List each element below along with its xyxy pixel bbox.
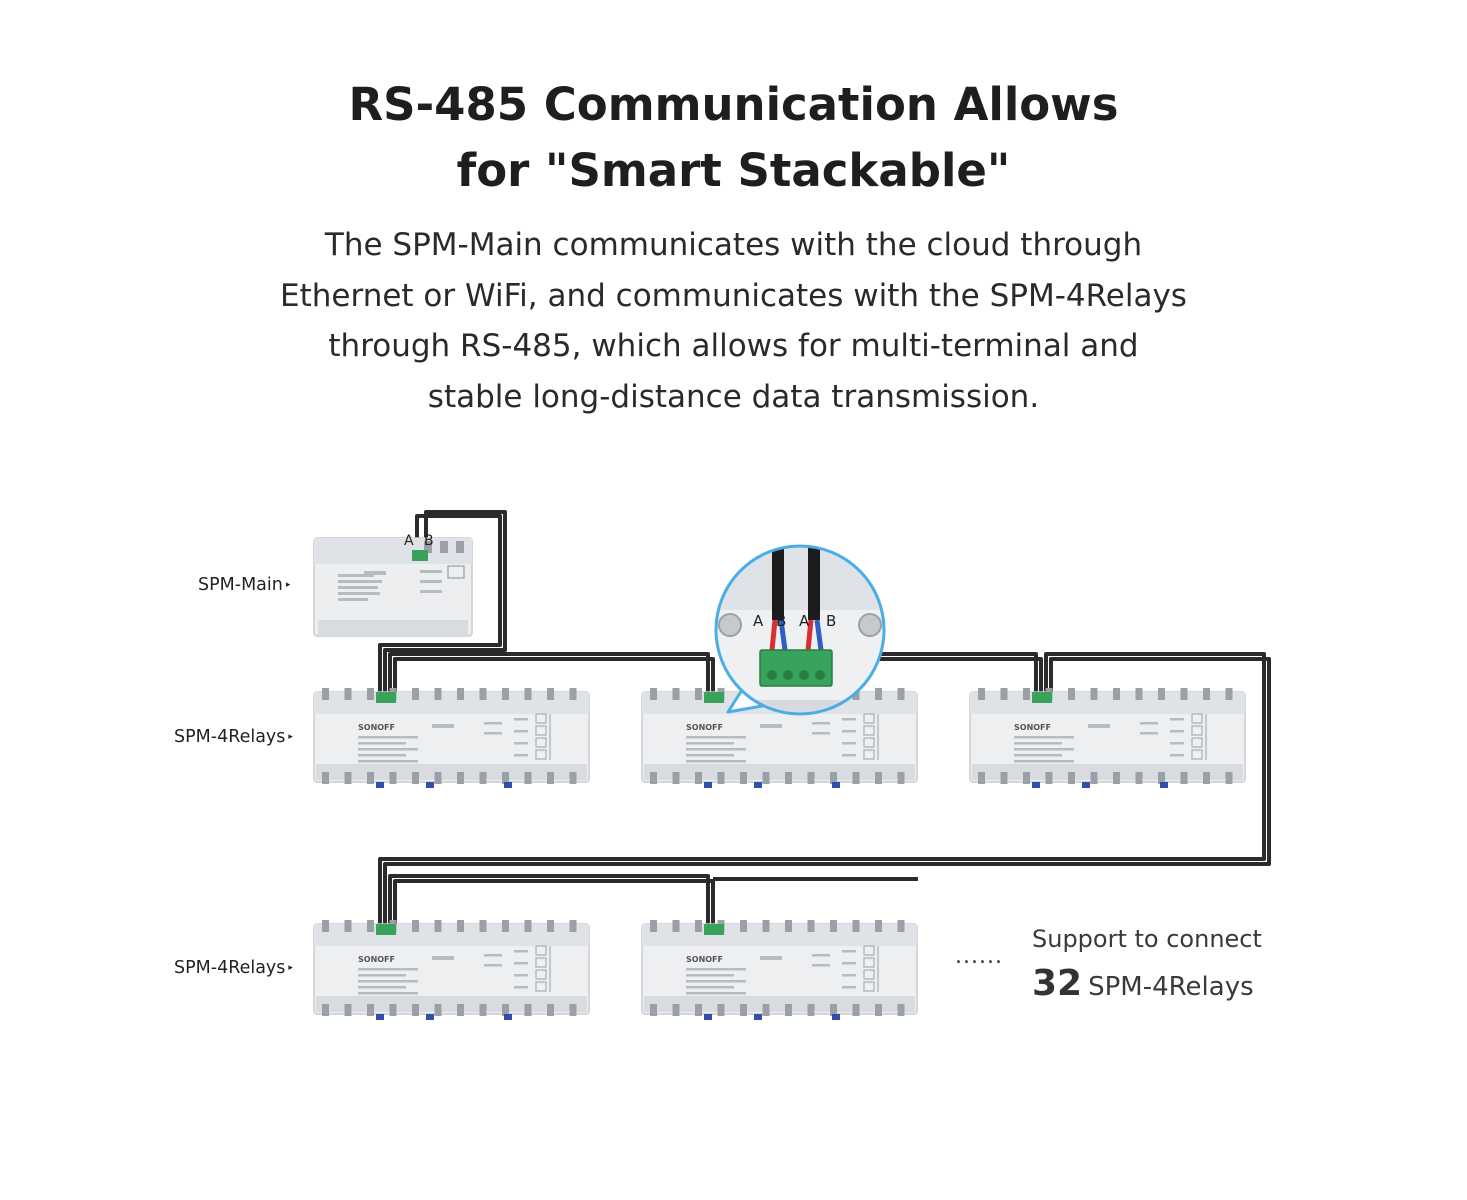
spm-main-device	[314, 538, 472, 636]
more-devices-ellipsis: ......	[955, 944, 1003, 969]
label-spm-main-text: SPM-Main	[198, 575, 283, 595]
zoom-terminal-b-label-1: B	[776, 612, 787, 630]
description-line-2: Ethernet or WiFi, and communicates with the SPM-4Relays	[280, 277, 1187, 314]
support-unit: SPM-4Relays	[1088, 972, 1254, 1002]
wire-relay-4-to-relay-5-b	[395, 881, 713, 926]
label-spm-4relays-row-2-text: SPM-4Relays	[174, 958, 286, 978]
label-arrow-icon: ▸	[288, 732, 293, 742]
wire-relay-2-to-relay-3-b	[868, 659, 1041, 694]
relay-module-3	[970, 688, 1245, 788]
page-title-line-1: RS-485 Communication Allows	[348, 78, 1119, 131]
brand-logo: SONOFF	[1014, 723, 1051, 732]
label-spm-4relays-row-1-text: SPM-4Relays	[174, 727, 286, 747]
description-line-4: stable long-distance data transmission.	[427, 378, 1040, 415]
support-count: 32	[1032, 963, 1083, 1004]
brand-logo: SONOFF	[686, 723, 723, 732]
relay-module-5	[642, 920, 917, 1020]
zoom-terminal-a-label-1: A	[753, 612, 764, 630]
brand-logo: SONOFF	[358, 723, 395, 732]
description-line-3: through RS-485, which allows for multi-terminal and	[328, 328, 1139, 364]
relay-module-1	[314, 688, 589, 788]
label-arrow-icon: ▸	[288, 963, 293, 973]
zoom-terminal-a-label-2: A	[799, 612, 810, 630]
brand-logo: SONOFF	[686, 955, 723, 964]
page-title-line-2: for "Smart Stackable"	[456, 144, 1011, 197]
wire-relay-4-to-relay-5-a	[390, 876, 708, 926]
main-terminal-b-label: B	[424, 533, 434, 549]
main-terminal-a-label: A	[404, 533, 414, 549]
brand-logo: SONOFF	[358, 955, 395, 964]
description-line-1: The SPM-Main communicates with the cloud through	[324, 227, 1143, 263]
label-arrow-icon: ▸	[285, 580, 291, 590]
support-count-line	[1032, 963, 1262, 1004]
support-text: Support to connect	[1032, 925, 1262, 953]
zoom-terminal-b-label-2: B	[826, 612, 837, 630]
support-note	[1032, 925, 1262, 1004]
relay-module-4	[314, 920, 589, 1020]
